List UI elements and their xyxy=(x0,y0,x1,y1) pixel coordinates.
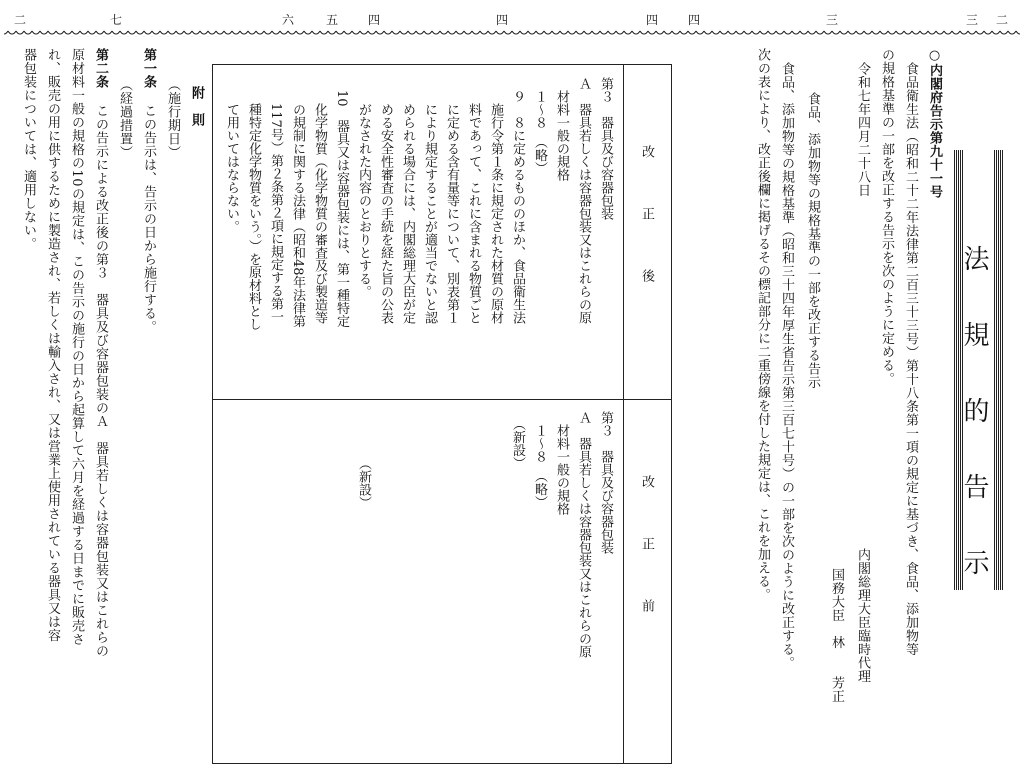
page-number: 二 xyxy=(996,13,1009,27)
after-line: て用いてはならない。 xyxy=(224,77,239,233)
article-title: 第一条 xyxy=(141,48,156,89)
after-line: められる場合には、内閣総理大臣が定 xyxy=(400,77,415,324)
after-line: ９ ８に定めるもののほか、食品衛生法 xyxy=(510,77,525,324)
section-title-frame xyxy=(954,150,1004,590)
article-title: 第二条 xyxy=(93,48,108,89)
article-text: この告示は、告示の日から施行する。 xyxy=(141,104,156,334)
after-new-marker: （新設） xyxy=(356,457,371,509)
revision-title: 食品、添加物等の規格基準の一部を改正する告示 xyxy=(805,92,820,389)
after-line: める安全性審査の手続を経た旨の公表 xyxy=(378,77,393,324)
table-header-column xyxy=(623,65,672,763)
after-header: 改 正 後 xyxy=(639,145,654,300)
revision-intro-line: 次の表により、改正後欄に掲げるその標記部分に二重傍線を付した規定は、これを加える。 xyxy=(755,48,770,602)
notice-heading: ○内閣府告示第九十一号 xyxy=(927,48,942,199)
signer-role: 内閣総理大臣臨時代理 xyxy=(855,548,870,683)
revision-intro-line: 食品、添加物等の規格基準（昭和三十四年厚生省告示第三百七十号）の一部を次のように改正する。 xyxy=(779,62,794,670)
before-line: 材料一般の規格 xyxy=(554,411,569,515)
supplementary-heading: 附 則 xyxy=(189,86,204,127)
after-line: 化学物質（化学物質の審査及び製造等 xyxy=(312,77,327,324)
after-line: により規定することが適当でないと認 xyxy=(422,77,437,324)
article-caption: （経過措置） xyxy=(117,78,132,159)
after-line: 第３ 器具及び容器包装 xyxy=(598,77,613,220)
after-line: 117号）第２条第２項に規定する第一 xyxy=(268,77,283,323)
page-number: 三 xyxy=(966,13,979,27)
after-line: がなされた内容のとおりとする。 xyxy=(356,77,371,298)
before-line: Ａ 器具若しくは容器包装又はこれらの原 xyxy=(576,411,591,658)
scalloped-rule xyxy=(0,0,1024,40)
article-text-line: 器包装については、適用しない。 xyxy=(21,48,36,251)
page-number: 四 xyxy=(368,13,381,27)
after-line: １～８ （略） xyxy=(532,77,547,175)
before-line: 第３ 器具及び容器包装 xyxy=(598,411,613,554)
table-divider xyxy=(213,399,671,400)
signer-name: 国務大臣 林 芳正 xyxy=(829,568,844,703)
article-text-line: れ、販売の用に供するために製造され、若しくは輸入され、又は営業上使用されている器具又は容 xyxy=(45,48,60,642)
article-text-line: 原材料一般の規格の10の規定は、この告示の施行の日から起算して六月を経過する日までに販売さ xyxy=(69,48,84,647)
page-number: 五 xyxy=(326,13,339,27)
article-text-line: この告示による改正後の第３ 器具及び容器包装のＡ 器具若しくは容器包装又はこれらの xyxy=(93,104,108,658)
notice-body-line: の規格基準の一部を改正する告示を次のように定める。 xyxy=(879,48,894,386)
after-line: 料であって、これに含まれる物質ごと xyxy=(466,77,481,324)
notice-body-line: 食品衛生法（昭和二十二年法律第二百三十三号）第十八条第一項の規定に基づき、食品、添加物等 xyxy=(903,62,918,656)
page-number: 二 xyxy=(14,13,27,27)
page-number: 四 xyxy=(496,13,509,27)
page-number: 六 xyxy=(282,13,295,27)
page-number: 四 xyxy=(646,13,659,27)
after-line: 10 器具又は容器包装には、第一種特定 xyxy=(334,77,349,328)
after-line: 種特定化学物質をいう。）を原材料とし xyxy=(246,77,261,331)
notice-date: 令和七年四月二十八日 xyxy=(855,62,870,197)
page-number: 七 xyxy=(110,13,123,27)
after-line: 材料一般の規格 xyxy=(554,77,569,181)
before-line: １～８ （略） xyxy=(532,411,547,509)
amendment-table xyxy=(212,64,672,764)
after-line: の規制に関する法律（昭和48年法律第 xyxy=(290,77,305,328)
page-header xyxy=(0,0,1024,40)
before-header: 改 正 前 xyxy=(639,475,654,630)
page-number: 四 xyxy=(688,13,701,27)
before-line: （新設） xyxy=(510,411,525,470)
section-title: 法 規 的 告 示 xyxy=(959,245,989,587)
after-line: に定める含有量等について、別表第１ xyxy=(444,77,459,324)
after-line: 施行令第１条に規定された材質の原材 xyxy=(488,77,503,324)
article-caption: （施行期日） xyxy=(165,78,180,159)
after-line: Ａ 器具若しくは容器包装又はこれらの原 xyxy=(576,77,591,324)
page-number: 三 xyxy=(826,13,839,27)
